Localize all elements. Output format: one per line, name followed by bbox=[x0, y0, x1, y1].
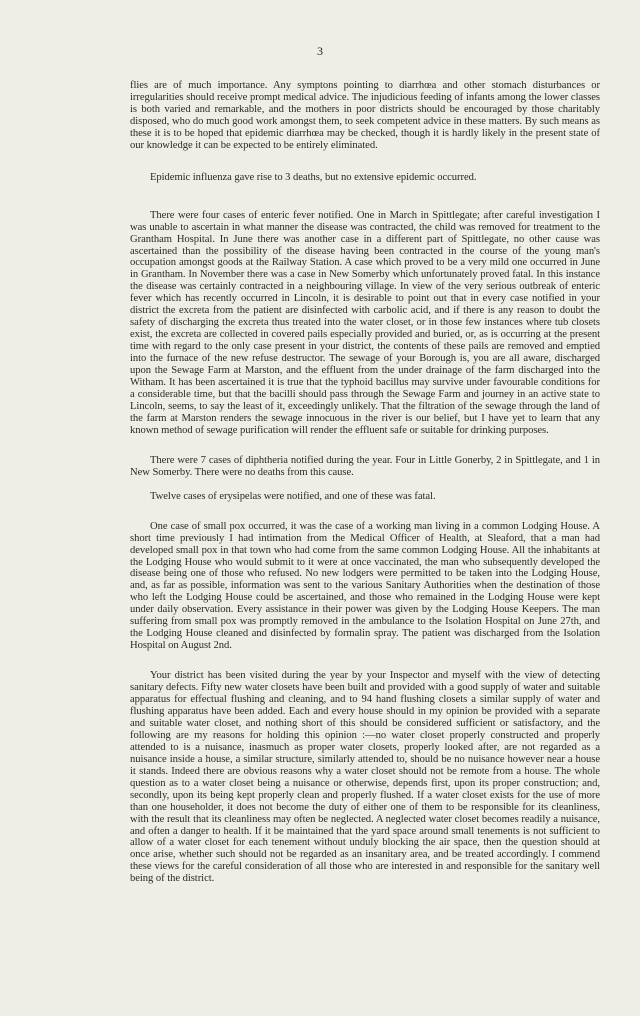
paragraph-sanitary-defects: Your district has been visited during the year by your Inspector and myself with the view of detecting sanitary defects. Fifty new water closets have been built and provided with a good supply of water and suitable apparatus for effectual flushing and cleaning, and to 94 hand flushing closets a similar supply of water and flushing apparatus have been added. Each and every house should in my opinion be provided with a separate and suitable water closet, and nothing short of this should be considered sufficient or satisfactory, and the following are my reasons for holding this opinion :—no water closet properly constructed and properly attended to is a nuisance, inasmuch as proper water closets, properly looked after, are not regarded as a nuisance inside a house, a similar structure, similarly attended to, should be no nuisance however near a house it stands. Indeed there are obvious reasons why a water closet should not be remote from a house. The whole question as to a water closet being a nuisance or otherwise, depends first, upon its proper construction; and, secondly, upon its being kept properly clean and properly flushed. If a water closet exists for the use of more than one householder, it does not become the duty of either one of them to be responsible for its cleanliness, with the result that its cleanliness may often be neglected. A neglected water closet becomes readily a nuisance, and often a danger to health. If it be maintained that the yard space around small tenements is not sufficient to allow of a water closet for each tenement without unduly blocking the air space, then the question should at once arise, whether such should not be regarded as an insanitary area, and be treated accordingly. I commend these views for the careful consideration of all those who are interested in and responsible for the sanitary well being of the district. bbox=[130, 670, 600, 885]
paragraph-influenza: Epidemic influenza gave rise to 3 deaths, but no extensive epidemic occurred. bbox=[150, 171, 477, 183]
paragraph-diarrhoea-continued: flies are of much importance. Any symptons pointing to diarrhœa and other stomach disturbances or irregularities should receive prompt medical advice. The injudicious feeding of infants among the lower classes is both varied and remarkable, and the mothers in poor districts should be encouraged by those charitably disposed, who do much good work amongst them, to seek competent advice in these matters. By such means as these it is to be hoped that epidemic diarrhœa may be checked, though it is hardly likely in the present state of our knowledge it can be expected to be entirely eliminated. bbox=[130, 80, 600, 151]
paragraph-small-pox: One case of small pox occurred, it was the case of a working man living in a common Lodging House. A short time previously I had intimation from the Medical Officer of Health, at Sleaford, that a man had developed small pox in that town who had come from the same common Lodging House. All the inhabitants at the Lodging House who would submit to it were at once vaccinated, the man who subsequently developed the disease being one of those who refused. No new lodgers were permitted to be taken into the Lodging House, and, as far as possible, information was sent to the various Sanitary Authorities when the destination of those who left the Lodging House could be ascertained, and those who remained in the Lodging House were kept under daily observation. Every assistance in their power was given by the Lodging House Keepers. The man suffering from small pox was promptly removed in the ambulance to the Isolation Hospital on June 27th, and the Lodging House cleaned and disinfected by formalin spray. The patient was discharged from the Isolation Hospital on August 2nd. bbox=[130, 520, 600, 652]
paragraph-diphtheria: There were 7 cases of diphtheria notified during the year. Four in Little Gonerby, 2 in Spittlegate, and 1 in New Somerby. There were no deaths from this cause. bbox=[130, 454, 600, 478]
paragraph-erysipelas: Twelve cases of erysipelas were notified, and one of these was fatal. bbox=[150, 490, 436, 502]
paragraph-enteric-fever: There were four cases of enteric fever notified. One in March in Spittlegate; after careful investigation I was unable to ascertain in what manner the disease was contracted, the child was removed for treatment to the Grantham Hospital. In June there was another case in a different part of Spittlegate, no other cause was ascertained than the possibility of the disease having been contracted in the course of the young man's occupation amongst goods at the Railway Station. A case which proved to be a very mild one occurred in June in Grantham. In November there was a case in New Somerby which unfortunately proved fatal. In this instance the disease was certainly contracted in a neighbouring village. In view of the very serious outbreak of enteric fever which has recently occurred in Lincoln, it is desirable to point out that in every case notified in your district the excreta from the patient are disinfected with carbolic acid, and if there is any reason to doubt the safety of discharging the excreta thus treated into the water closet, or in those few instances where tub closets exist, the excreta are collected in covered pails especially provided and buried, or, as is occurring at the present time with regard to the only case present in your district, the contents of these pails are removed and emptied into the furnace of the new refuse destructor. The sewage of your Borough is, you are all aware, discharged upon the Sewage Farm at Marston, and the effluent from the under drainage of the farm discharged into the Witham. It has been ascertained it is true that the typhoid bacillus may survive under favourable conditions for a considerable time, but that the bacilli should pass through the Sewage Farm and journey in an active state to Lincoln, seems, to say the least of it, exceedingly unlikely. That the filtration of the sewage through the land of the farm at Marston renders the sewage innocuous in the river is our belief, but I have yet to learn that any known method of sewage purification will render the effluent safe or suitable for drinking purposes. bbox=[130, 209, 600, 436]
page-number: 3 bbox=[317, 44, 323, 58]
body-text bbox=[130, 80, 600, 885]
